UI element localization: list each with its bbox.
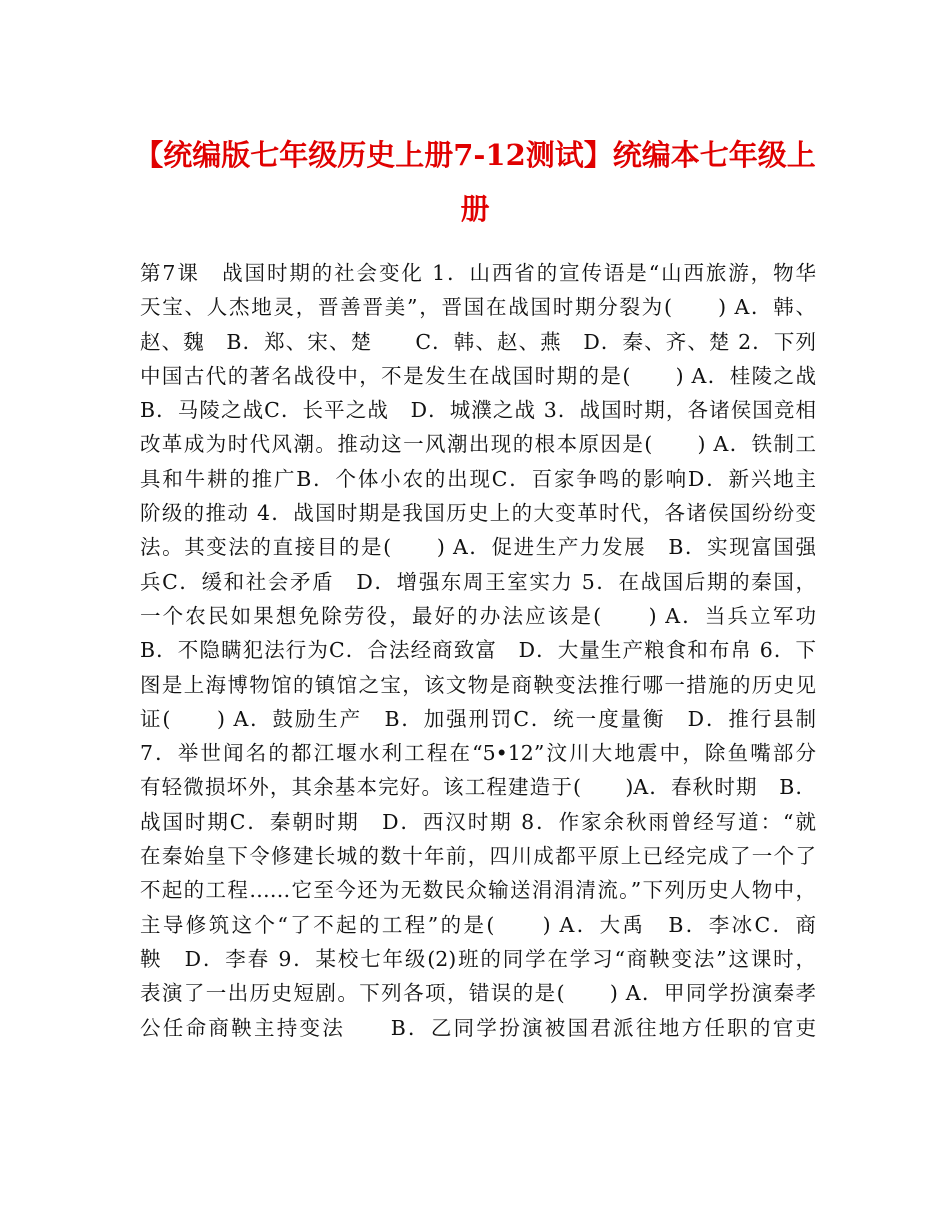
body-line: 在秦始皇下令修建长城的数十年前，四川成都平原上已经完成了一个了 — [140, 844, 816, 869]
body-line: 一个农民如果想免除劳役，最好的办法应该是( ) A．当兵立军功 — [140, 603, 816, 628]
body-line: 战国时期C．秦朝时期 D．西汉时期 8．作家余秋雨曾经写道：“就 — [140, 809, 816, 834]
body-line: 图是上海博物馆的镇馆之宝，该文物是商鞅变法推行哪一措施的历史见 — [140, 672, 816, 697]
body-line: 赵、魏 B．郑、宋、楚 C．韩、赵、燕 D．秦、齐、楚 2．下列 — [140, 329, 816, 354]
body-line: B．马陵之战C．长平之战 D．城濮之战 3．战国时期，各诸侯国竞相 — [140, 398, 816, 423]
body-line: 中国古代的著名战役中，不是发生在战国时期的是( ) A．桂陵之战 — [140, 363, 816, 388]
body-line: 阶级的推动 4．战国时期是我国历史上的大变革时代，各诸侯国纷纷变 — [140, 501, 816, 526]
body-line: 证( ) A．鼓励生产 B．加强刑罚C．统一度量衡 D．推行县制 — [140, 706, 816, 731]
body-line: 不起的工程……它至今还为无数民众输送涓涓清流。”下列历史人物中， — [140, 878, 816, 903]
body-line: 具和牛耕的推广B．个体小农的出现C．百家争鸣的影响D．新兴地主 — [140, 466, 816, 491]
body-line: 主导修筑这个“了不起的工程”的是( ) A．大禹 B．李冰C．商 — [140, 912, 816, 937]
body-line: 法。其变法的直接目的是( ) A．促进生产力发展 B．实现富国强 — [140, 535, 816, 560]
body-line: 有轻微损坏外，其余基本完好。该工程建造于( )A．春秋时期 B． — [140, 775, 816, 800]
body-line: 公任命商鞅主持变法 B．乙同学扮演被国君派往地方任职的官吏 — [140, 1015, 816, 1040]
body-line: 第7课 战国时期的社会变化 1．山西省的宣传语是“山西旅游，物华 — [140, 261, 816, 285]
document-body — [140, 256, 816, 1045]
body-line: 鞅 D．李春 9．某校七年级(2)班的同学在学习“商鞅变法”这课时， — [140, 946, 816, 971]
body-line: B．不隐瞒犯法行为C．合法经商致富 D．大量生产粮食和布帛 6．下 — [140, 638, 816, 663]
document-title: 【统编版七年级历史上册7-12测试】统编本七年级上册 — [134, 138, 816, 226]
body-line: 表演了一出历史短剧。下列各项，错误的是( ) A．甲同学扮演秦孝 — [140, 981, 816, 1006]
body-line: 改革成为时代风潮。推动这一风潮出现的根本原因是( ) A．铁制工 — [140, 432, 816, 457]
body-line: 兵C．缓和社会矛盾 D．增强东周王室实力 5．在战国后期的秦国， — [140, 569, 816, 594]
body-line: 7．举世闻名的都江堰水利工程在“5•12”汶川大地震中，除鱼嘴部分 — [140, 741, 816, 766]
body-line: 天宝、人杰地灵，晋善晋美”，晋国在战国时期分裂为( ) A．韩、 — [140, 295, 816, 320]
